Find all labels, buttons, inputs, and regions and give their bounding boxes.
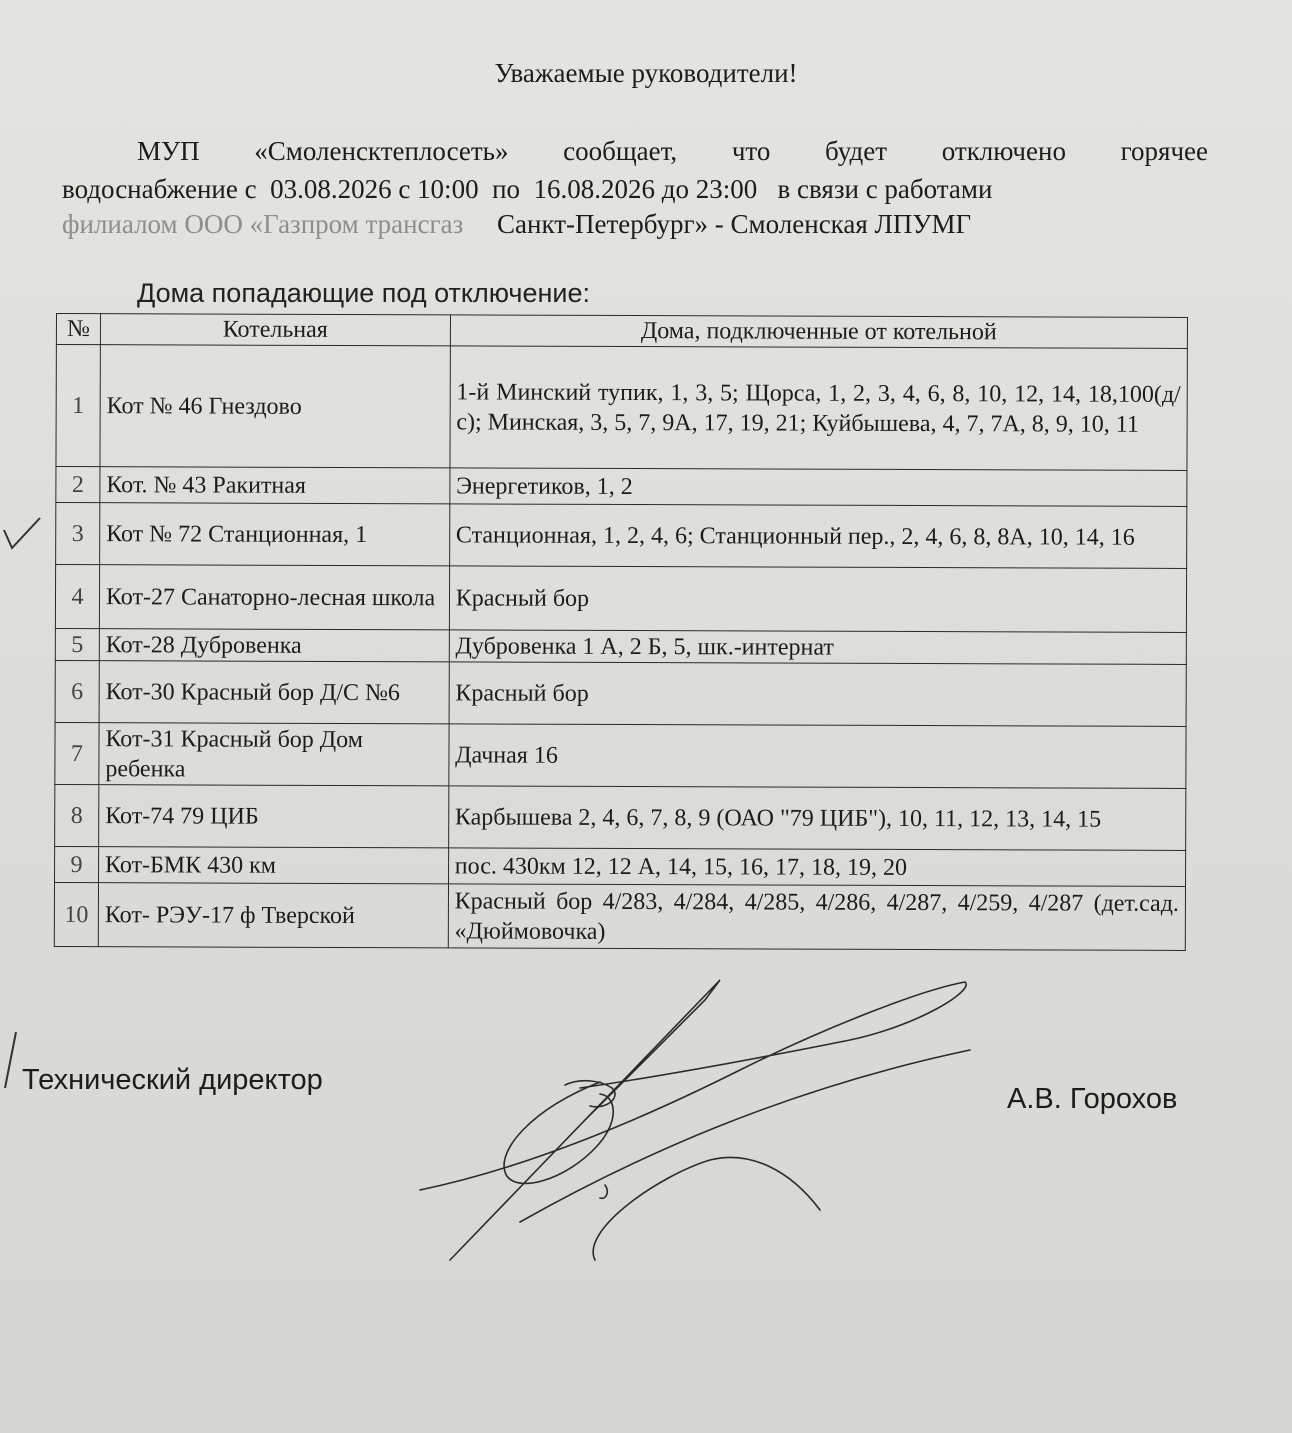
table-row [56,345,1187,471]
row-houses: Красный бор 4/283, 4/284, 4/285, 4/286, 4/287, 4/259, 4/287 (дет.сад. «Дюймовочка) [448,884,1186,951]
row-number: 4 [55,565,99,629]
row-number: 6 [55,660,99,722]
table-row [55,846,1186,886]
row-number: 9 [55,846,99,882]
houses-title: Дома попадающие под отключение: [137,278,591,308]
body-line-2-mid: по [478,174,534,204]
row-houses: Дачная 16 [449,724,1186,789]
header-boiler: Котельная [100,314,450,346]
row-boiler: Кот- РЭУ-17 ф Тверской [98,883,448,948]
row-number: 2 [56,467,100,503]
row-houses: 1-й Минский тупик, 1, 3, 5; Щорса, 1, 2, 3, 4, 6, 8, 10, 12, 14, 18,100(д/с); Минская, 3, 5, 7, 9А, 17, 19, 21; Куйбышева, 4, 7, 7А, 8, 9, 10, 11 [450,346,1188,471]
row-boiler: Кот-БМК 430 км [98,847,448,884]
row-boiler: Кот-31 Красный бор Дом ребенка [99,723,449,786]
body-line-1: МУП «Смоленсктеплосеть» сообщает, что будет отключено горячее [137,136,1208,166]
row-houses: Красный бор [449,566,1187,633]
position-label: Технический директор [22,1064,323,1096]
body-line-2-suffix: в связи с работами [757,174,993,204]
body-line-3 [62,205,1208,243]
table-row [55,784,1186,850]
row-number: 1 [56,345,100,467]
body-line-2 [62,170,1208,208]
row-houses: пос. 430км 12, 12 А, 14, 15, 16, 17, 18, 19, 20 [448,848,1185,887]
row-number: 8 [55,784,99,846]
row-boiler: Кот № 46 Гнездово [100,345,450,468]
row-boiler: Кот-74 79 ЦИБ [99,785,449,848]
pen-mark-icon [2,1030,22,1090]
table-row [56,467,1187,507]
row-number: 3 [56,503,100,565]
signatory-name: А.В. Горохов [1007,1083,1178,1115]
row-houses: Карбышева 2, 4, 6, 7, 8, 9 (ОАО "79 ЦИБ"), 10, 11, 12, 13, 14, 15 [448,786,1185,851]
greeting-heading: Уважаемые руководители! [494,58,798,88]
row-number: 10 [54,882,98,946]
date-from: 03.08.2026 с 10:00 [270,174,479,204]
table-row [55,628,1186,664]
row-number: 5 [55,628,99,660]
table-row [55,722,1186,788]
row-houses: Дубровенка 1 А, 2 Б, 5, шк.-интернат [449,630,1186,665]
outage-table [54,313,1188,951]
row-boiler: Кот. № 43 Ракитная [100,467,450,504]
row-boiler: Кот-28 Дубровенка [99,629,449,662]
body-line-3-rest: Санкт-Петербург» - Смоленская ЛПУМГ [463,209,972,239]
table-row [54,882,1185,950]
row-boiler: Кот-30 Красный бор Д/С №6 [99,661,449,724]
header-houses: Дома, подключенные от котельной [450,315,1187,349]
table-row [56,503,1187,569]
checkmark-icon [2,516,42,552]
row-houses: Энергетиков, 1, 2 [450,468,1187,507]
table-row [55,660,1186,726]
row-number: 7 [55,722,99,784]
body-line-3-faded: филиалом ООО «Газпром трансгаз [62,209,464,239]
date-to: 16.08.2026 до 23:00 [533,174,758,204]
row-boiler: Кот-27 Санаторно-лесная школа [99,565,449,630]
handwritten-signature [400,960,980,1280]
row-boiler: Кот № 72 Станционная, 1 [100,503,450,566]
header-number: № [56,314,100,345]
table-header-row [56,314,1187,349]
row-houses: Станционная, 1, 2, 4, 6; Станционный пер., 2, 4, 6, 8, 8А, 10, 14, 16 [449,504,1186,569]
row-houses: Красный бор [449,662,1186,727]
table-row [55,565,1186,633]
body-line-2-prefix: водоснабжение с [62,174,271,204]
